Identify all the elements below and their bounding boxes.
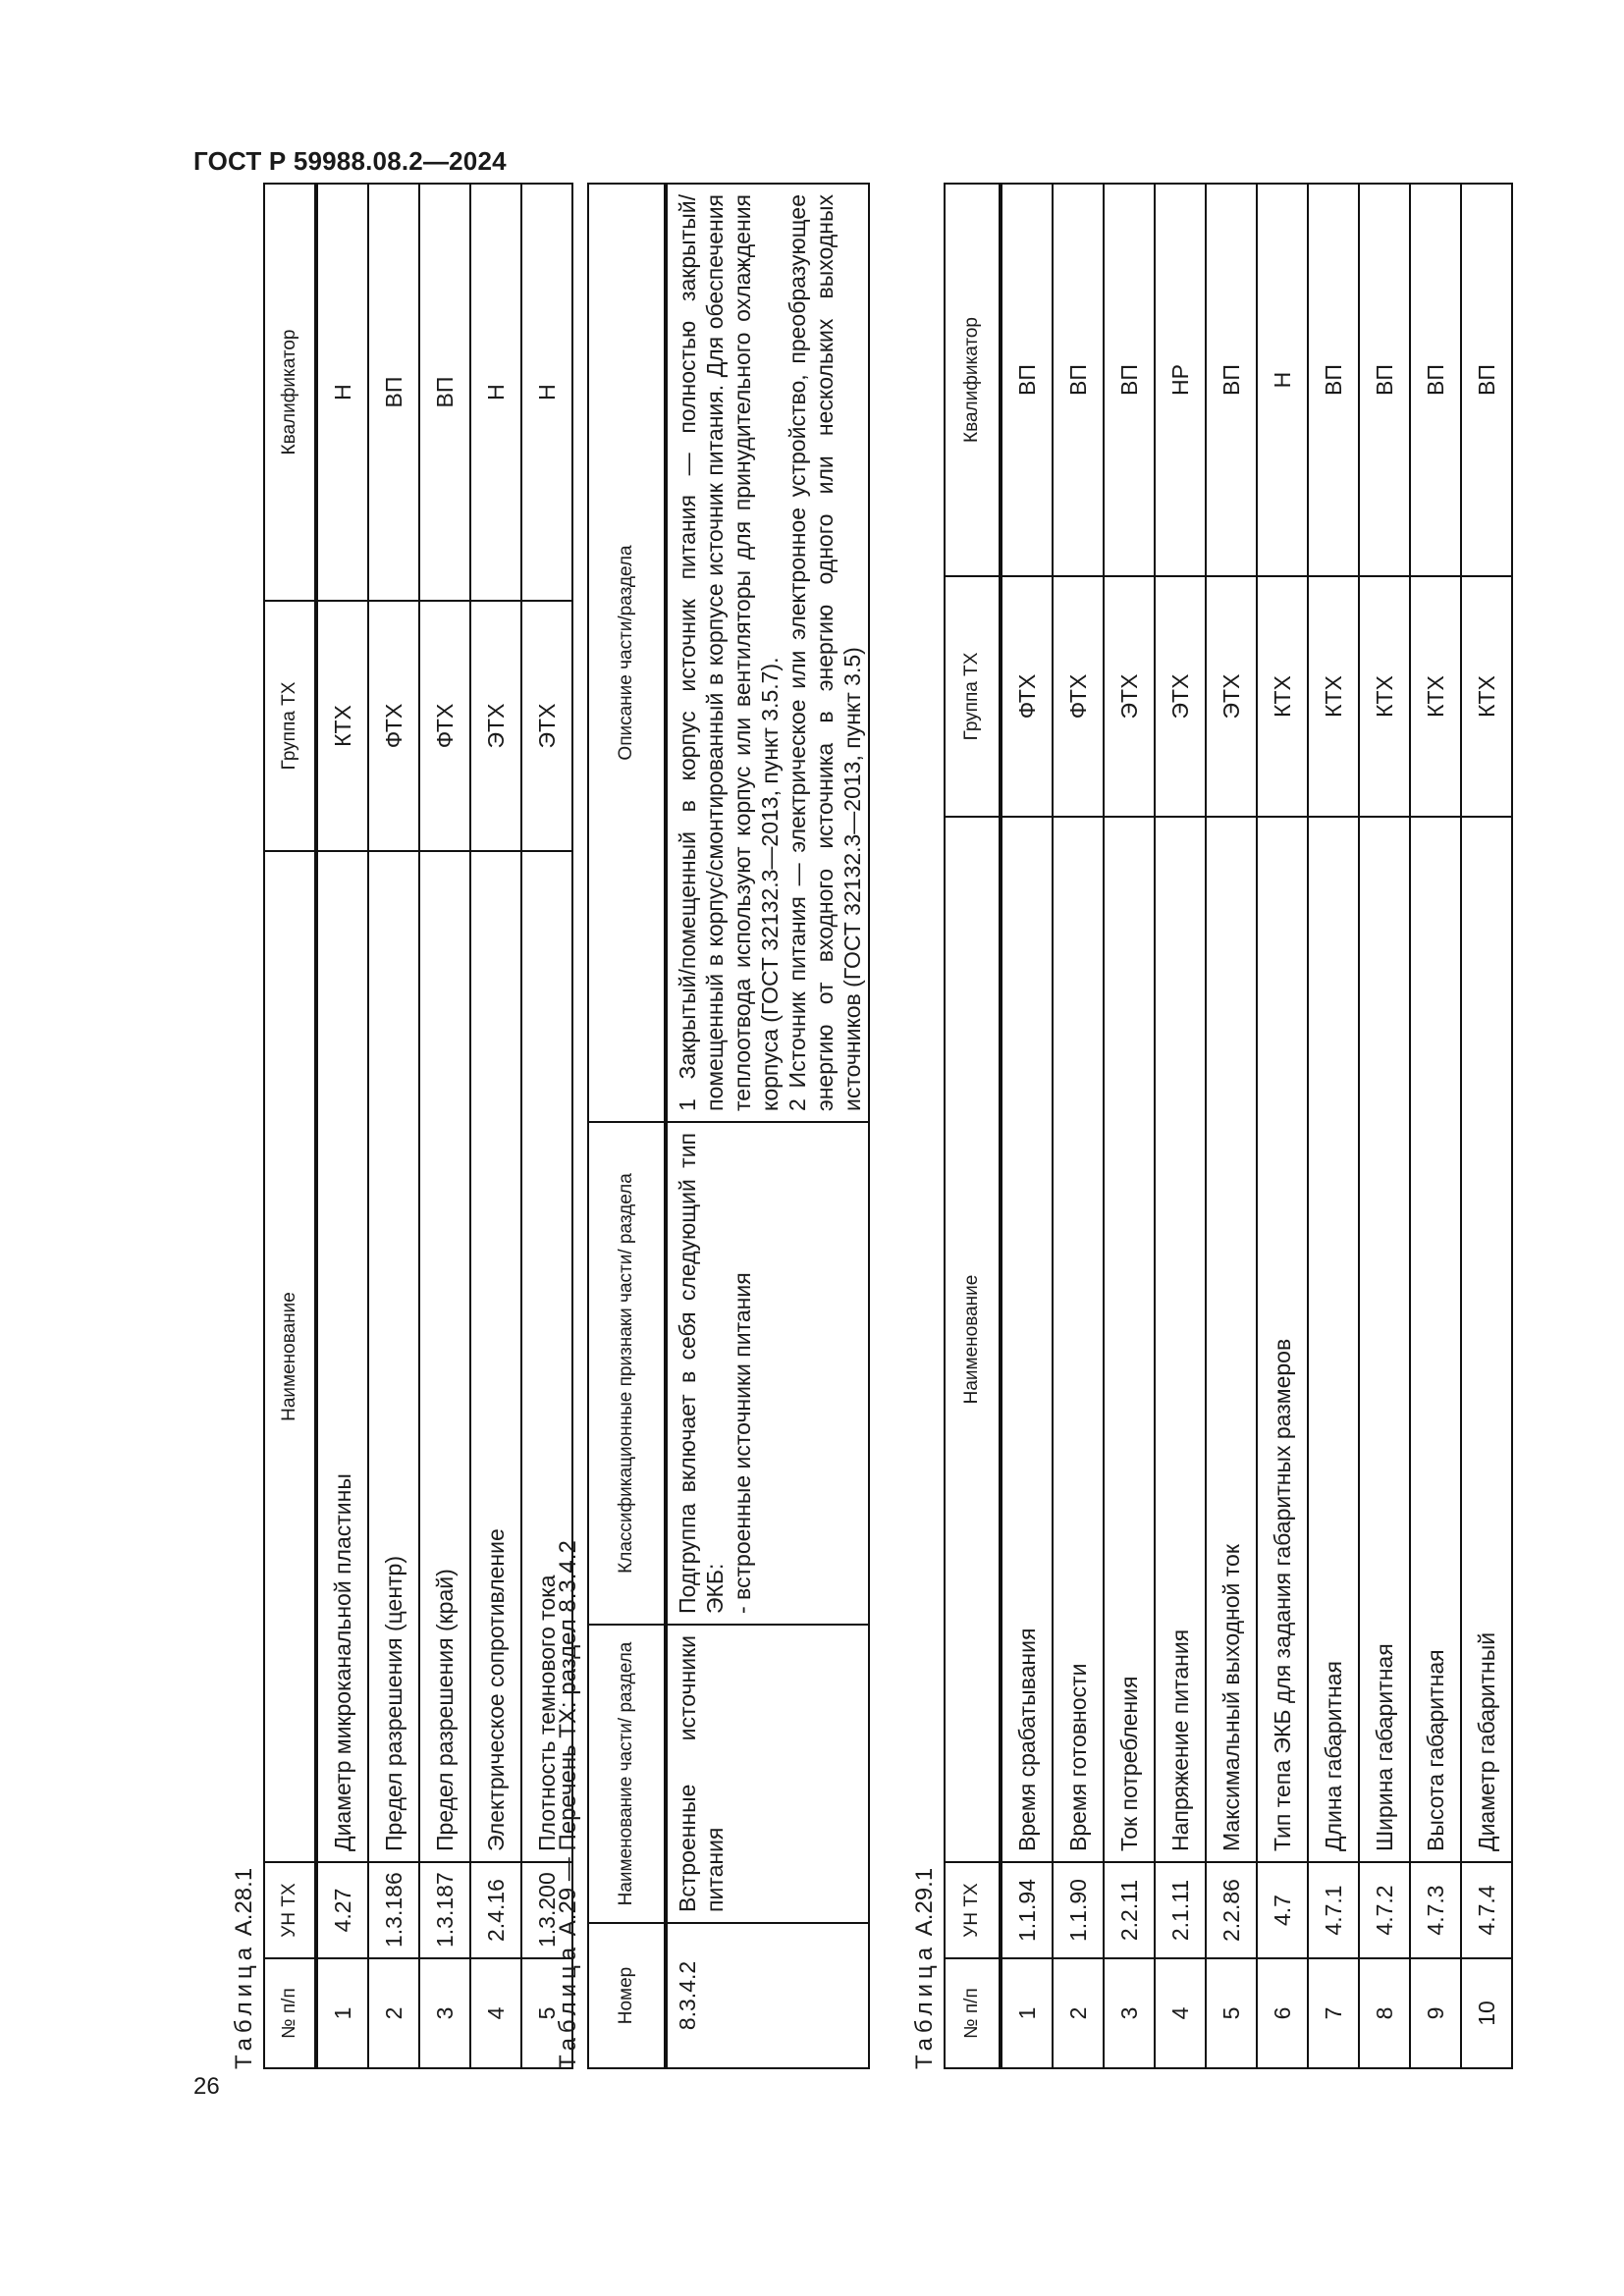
col-header: Группа ТХ: [264, 601, 316, 851]
table-row: [1053, 184, 1104, 2068]
row-number: 4: [470, 1958, 521, 2068]
col-header: № п/п: [264, 1958, 316, 2068]
characteristic-name: Плотность темнового тока: [521, 851, 572, 1862]
table-row: [419, 184, 470, 2068]
description-item-2: 2 Источник питания — электрическое или электронное устройство, преобразующее энергию от входного источника в энергию одного или нескольких выходных источников (ГОСТ 32132.3—2013, пункт 3.5): [785, 194, 865, 1111]
row-number: 1: [316, 1958, 368, 2068]
table-row: [368, 184, 419, 2068]
un-tx: 1.3.186: [368, 1862, 419, 1958]
table-row: [1001, 184, 1053, 2068]
col-header: Классификационные признаки части/ раздела: [588, 1122, 666, 1625]
table-row: [1257, 184, 1308, 2068]
table-a28-1: [263, 183, 573, 2069]
tx-group: КТХ: [1308, 576, 1359, 817]
qualifier: ВП: [1053, 184, 1104, 576]
characteristic-name: Предел разрешения (край): [419, 851, 470, 1862]
qualifier: ВП: [1206, 184, 1257, 576]
characteristic-name: Ширина габаритная: [1359, 817, 1410, 1862]
col-header: Наименование: [945, 817, 1001, 1862]
un-tx: 1.1.94: [1001, 1862, 1053, 1958]
row-number: 9: [1410, 1958, 1461, 2068]
characteristic-name: Предел разрешения (центр): [368, 851, 419, 1862]
col-header: Группа ТХ: [945, 576, 1001, 817]
qualifier: НР: [1155, 184, 1206, 576]
table-a29-caption: [552, 185, 587, 2069]
table-row: [470, 184, 521, 2068]
un-tx: 4.7: [1257, 1862, 1308, 1958]
qualifier: ВП: [1308, 184, 1359, 576]
table-a29-1-caption: [908, 185, 944, 2069]
description-item-1: 1 Закрытый/помещенный в корпус источник питания — полностью закрытый/помещенный в корпус/смонтированный в корпусе источник питания. Для обеспечения теплоотвода используют корпус или вентиляторы для принудительного охлаждения корпуса (ГОСТ 32132.3—2013, пункт 3.5.7).: [675, 194, 783, 1111]
col-header: Наименование части/ раздела: [588, 1625, 666, 1923]
col-header: Описание части/раздела: [588, 184, 666, 1122]
table-row: [1155, 184, 1206, 2068]
characteristic-name: Тип тепа ЭКБ для задания габаритных размеров: [1257, 817, 1308, 1862]
characteristic-name: Диаметр габаритный: [1461, 817, 1512, 1862]
table-row: [1308, 184, 1359, 2068]
characteristic-name: Длина габаритная: [1308, 817, 1359, 1862]
table-row: [1359, 184, 1410, 2068]
row-number: 7: [1308, 1958, 1359, 2068]
caption-prefix: Таблица: [911, 1942, 938, 2069]
table-row: [666, 184, 869, 2068]
section-description: [666, 184, 869, 1122]
tx-group: КТХ: [1359, 576, 1410, 817]
row-number: 2: [368, 1958, 419, 2068]
un-tx: 2.2.86: [1206, 1862, 1257, 1958]
row-number: 10: [1461, 1958, 1512, 2068]
features-item: - встроенные источники питания: [730, 1272, 755, 1614]
qualifier: ВП: [1410, 184, 1461, 576]
un-tx: 2.1.11: [1155, 1862, 1206, 1958]
section-number: 8.3.4.2: [666, 1923, 869, 2068]
tx-group: КТХ: [1410, 576, 1461, 817]
un-tx: 1.1.90: [1053, 1862, 1104, 1958]
un-tx: 1.3.200: [521, 1862, 572, 1958]
col-header: Наименование: [264, 851, 316, 1862]
qualifier: Н: [1257, 184, 1308, 576]
table-header-row: [945, 184, 1001, 2068]
un-tx: 4.7.2: [1359, 1862, 1410, 1958]
col-header: УН ТХ: [945, 1862, 1001, 1958]
caption-id: A.29.1: [911, 1867, 938, 1937]
rotated-tables-area: [228, 185, 1499, 2069]
qualifier: Н: [470, 184, 521, 601]
characteristic-name: Высота габаритная: [1410, 817, 1461, 1862]
table-a29-section: [552, 185, 870, 2069]
un-tx: 2.4.16: [470, 1862, 521, 1958]
qualifier: ВП: [1001, 184, 1053, 576]
table-a29-1-section: [908, 185, 1513, 2069]
qualifier: Н: [521, 184, 572, 601]
caption-rest: A.29 — Перечень ТХ: раздел 8.3.4.2: [555, 1540, 581, 1937]
classification-features: [666, 1122, 869, 1625]
col-header: УН ТХ: [264, 1862, 316, 1958]
col-header: Квалификатор: [945, 184, 1001, 576]
features-intro: Подгруппа включает в себя следующий тип ЭКБ:: [675, 1133, 728, 1614]
qualifier: ВП: [368, 184, 419, 601]
row-number: 5: [521, 1958, 572, 2068]
characteristic-name: Диаметр микроканальной пластины: [316, 851, 368, 1862]
table-header-row: [588, 184, 666, 2068]
un-tx: 1.3.187: [419, 1862, 470, 1958]
qualifier: Н: [316, 184, 368, 601]
col-header: Квалификатор: [264, 184, 316, 601]
col-header: Номер: [588, 1923, 666, 2068]
tx-group: ФТХ: [368, 601, 419, 851]
row-number: 6: [1257, 1958, 1308, 2068]
table-row: [316, 184, 368, 2068]
row-number: 4: [1155, 1958, 1206, 2068]
table-a28-1-section: [228, 185, 573, 2069]
col-header: № п/п: [945, 1958, 1001, 2068]
section-name: Встроенные источники питания: [666, 1625, 869, 1923]
tx-group: КТХ: [1461, 576, 1512, 817]
tx-group: ФТХ: [1001, 576, 1053, 817]
un-tx: 2.2.11: [1104, 1862, 1155, 1958]
document-code: ГОСТ Р 59988.08.2—2024: [193, 146, 507, 176]
caption-prefix: Таблица: [231, 1942, 257, 2069]
row-number: 2: [1053, 1958, 1104, 2068]
characteristic-name: Время готовности: [1053, 817, 1104, 1862]
qualifier: ВП: [1461, 184, 1512, 576]
characteristic-name: Максимальный выходной ток: [1206, 817, 1257, 1862]
tx-group: ЭТХ: [1206, 576, 1257, 817]
row-number: 8: [1359, 1958, 1410, 2068]
tx-group: КТХ: [316, 601, 368, 851]
caption-id: A.28.1: [231, 1867, 257, 1937]
page-number: 26: [193, 2073, 220, 2100]
table-row: [1461, 184, 1512, 2068]
table-a28-1-caption: [228, 185, 263, 2069]
characteristic-name: Электрическое сопротивление: [470, 851, 521, 1862]
characteristic-name: Время срабатывания: [1001, 817, 1053, 1862]
caption-prefix: Таблица: [555, 1942, 581, 2069]
row-number: 3: [419, 1958, 470, 2068]
table-row: [1206, 184, 1257, 2068]
qualifier: ВП: [1359, 184, 1410, 576]
un-tx: 4.7.3: [1410, 1862, 1461, 1958]
tx-group: ЭТХ: [1104, 576, 1155, 817]
un-tx: 4.7.4: [1461, 1862, 1512, 1958]
table-row: [1410, 184, 1461, 2068]
un-tx: 4.7.1: [1308, 1862, 1359, 1958]
row-number: 5: [1206, 1958, 1257, 2068]
row-number: 3: [1104, 1958, 1155, 2068]
row-number: 1: [1001, 1958, 1053, 2068]
table-row: [1104, 184, 1155, 2068]
table-a29: [587, 183, 870, 2069]
tx-group: ЭТХ: [470, 601, 521, 851]
characteristic-name: Напряжение питания: [1155, 817, 1206, 1862]
tx-group: КТХ: [1257, 576, 1308, 817]
characteristic-name: Ток потребления: [1104, 817, 1155, 1862]
qualifier: ВП: [1104, 184, 1155, 576]
tx-group: ЭТХ: [1155, 576, 1206, 817]
table-header-row: [264, 184, 316, 2068]
un-tx: 4.27: [316, 1862, 368, 1958]
table-a29-1: [944, 183, 1513, 2069]
tx-group: ФТХ: [1053, 576, 1104, 817]
qualifier: ВП: [419, 184, 470, 601]
tx-group: ЭТХ: [521, 601, 572, 851]
tx-group: ФТХ: [419, 601, 470, 851]
